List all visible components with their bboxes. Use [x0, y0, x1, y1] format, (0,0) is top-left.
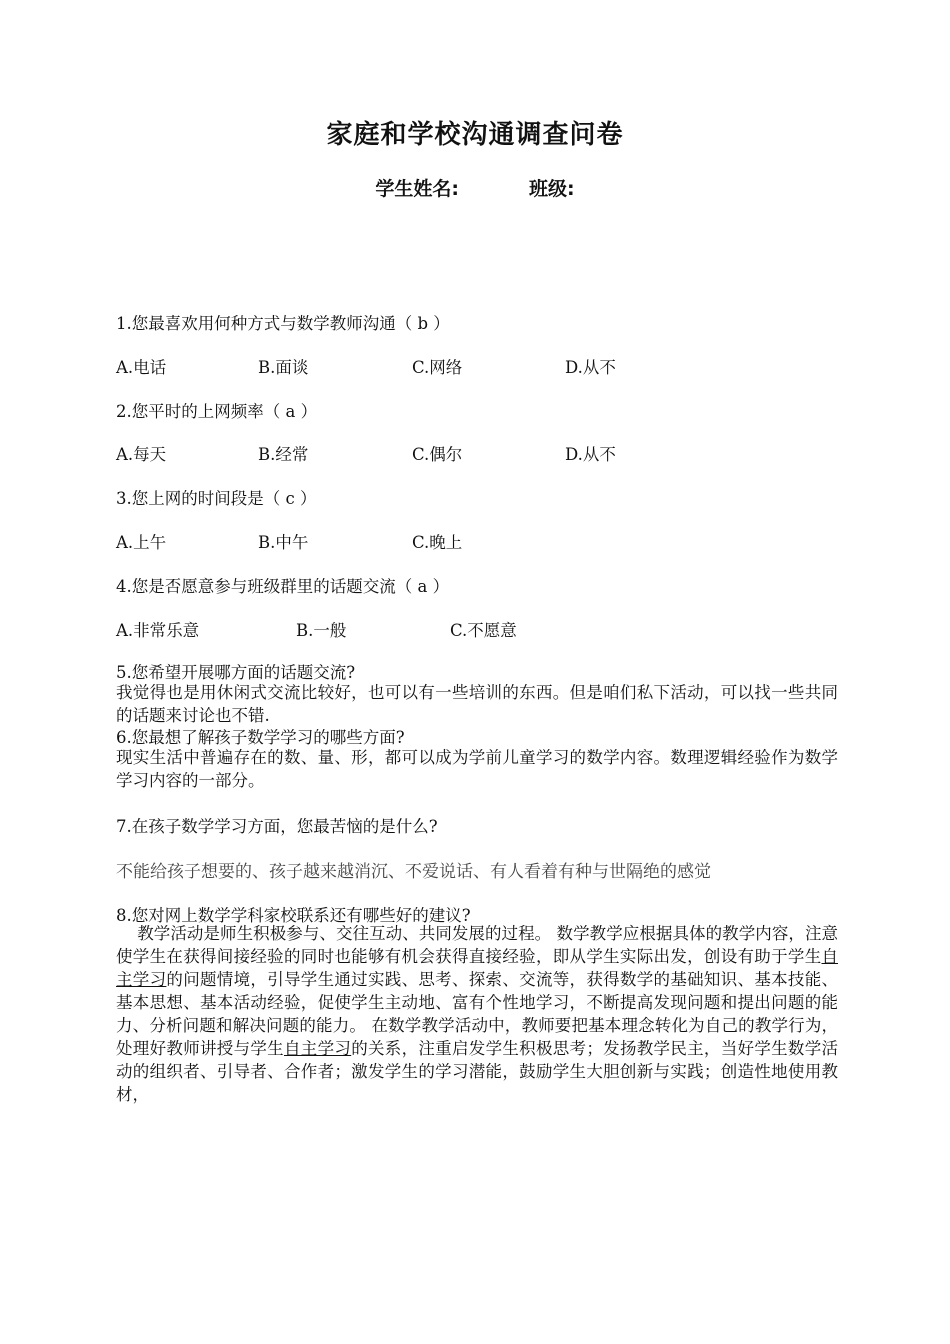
q2-option-c: C.偶尔: [412, 445, 463, 464]
question-6: 6.您最想了解孩子数学学习的哪些方面?: [116, 728, 405, 747]
question-2: 2.您平时的上网频率（ a ）: [116, 402, 318, 421]
q2-option-b: B.经常: [258, 445, 309, 464]
question-4: 4.您是否愿意参与班级群里的话题交流（ a ）: [116, 577, 450, 596]
question-5: 5.您希望开展哪方面的话题交流?: [116, 663, 356, 682]
q8-underline-2: 自主学习: [283, 1039, 352, 1058]
q8-answer-part3: 的关系，注重启发学生积极思考；发扬教学民主，当好学生数学活动的组织者、引导者、合作者；激发学生的学习潜能，鼓励学生大胆创新与实践；创造性地使用教材，: [116, 1039, 839, 1104]
q8-underline-1: 自主学习: [116, 947, 838, 989]
q3-option-c: C.晚上: [412, 533, 463, 552]
q2-option-d: D.从不: [565, 445, 616, 464]
q5-answer: 我觉得也是用休闲式交流比较好，也可以有一些培训的东西。但是咱们私下活动，可以找一些共同的话题来讨论也不错.: [116, 683, 838, 725]
q4-option-a: A.非常乐意: [116, 621, 200, 640]
q4-option-c: C.不愿意: [450, 621, 517, 640]
q7-answer: 不能给孩子想要的、孩子越来越消沉、不爱说话、有人看着有种与世隔绝的感觉: [116, 862, 711, 882]
question-3: 3.您上网的时间段是（ c ）: [116, 489, 317, 508]
question-1: 1.您最喜欢用何种方式与数学教师沟通（ b ）: [116, 314, 450, 333]
q3-option-b: B.中午: [258, 533, 309, 552]
q8-answer-part1: 教学活动是师生积极参与、交往互动、共同发展的过程。 数学教学应根据具体的教学内容，注意使学生在获得间接经验的同时也能够有机会获得直接经验，即从学生实际出发，创设有助于学生: [116, 924, 839, 966]
q8-answer: [116, 922, 844, 1106]
q1-option-a: A.电话: [116, 358, 167, 377]
q4-option-b: B.一般: [296, 621, 347, 640]
student-name-label: 学生姓名:: [375, 178, 459, 200]
class-label: 班级:: [529, 178, 575, 200]
q8-answer-part2: 的问题情境，引导学生通过实践、思考、探索、交流等，获得数学的基础知识、基本技能、基本思想、基本活动经验，促使学生主动地、富有个性地学习，不断提高发现问题和提出问题的能力、分析问题和解决问题的能力。 在数学教学活动中，教师要把基本理念转化为自己的教学行为， 处理好教师讲授与学生: [116, 970, 844, 1058]
page-title: 家庭和学校沟通调查问卷: [326, 120, 624, 150]
q2-option-a: A.每天: [116, 445, 167, 464]
q1-option-b: B.面谈: [258, 358, 309, 377]
question-7: 7.在孩子数学学习方面，您最苦恼的是什么?: [116, 817, 438, 836]
q6-answer: 现实生活中普遍存在的数、量、形，都可以成为学前儿童学习的数学内容。数理逻辑经验作为数学学习内容的一部分。: [116, 748, 838, 790]
q1-option-c: C.网络: [412, 358, 463, 377]
question-8: 8.您对网上数学学科家校联系还有哪些好的建议?: [116, 906, 471, 925]
student-info-line: [0, 174, 950, 201]
q1-option-d: D.从不: [565, 358, 616, 377]
q3-option-a: A.上午: [116, 533, 167, 552]
